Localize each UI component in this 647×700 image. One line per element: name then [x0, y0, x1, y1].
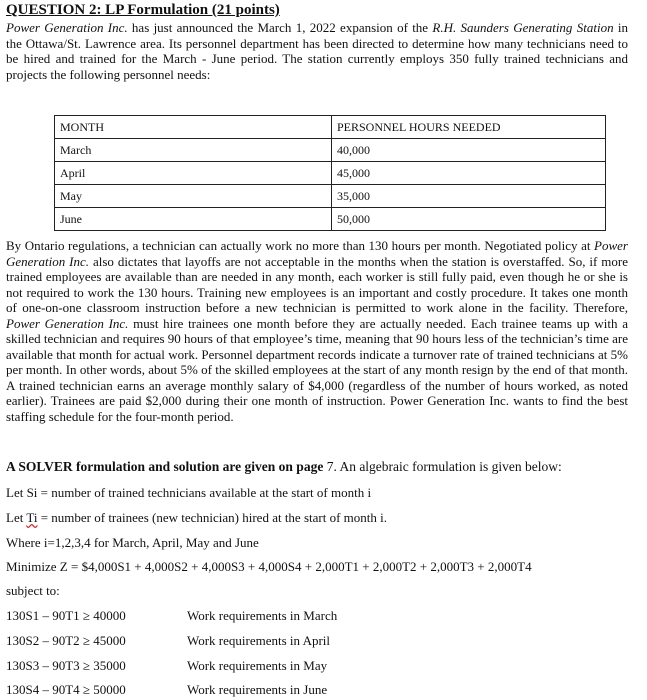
- hours-cell: 35,000: [332, 185, 606, 208]
- constraint-expr: 130S3 – 90T3 ≥ 35000: [6, 658, 126, 673]
- constraint-label: Work requirements in June: [187, 682, 328, 697]
- question-title: QUESTION 2: LP Formulation (21 points): [6, 2, 280, 18]
- table-row: [55, 139, 606, 162]
- t-def-text: = number of trainees (new technician) hired at the start of month i.: [37, 510, 387, 525]
- solver-note-bold: A SOLVER formulation and solution are given on page: [6, 459, 324, 474]
- month-cell: April: [55, 162, 332, 185]
- month-cell: May: [55, 185, 332, 208]
- intro-paragraph: [6, 20, 628, 82]
- month-cell: March: [55, 139, 332, 162]
- constraint-expr: 130S4 – 90T4 ≥ 50000: [6, 682, 126, 697]
- t-variable: Ti: [26, 510, 38, 525]
- company-name: Power Generation Inc.: [6, 315, 129, 331]
- index-definition: Where i=1,2,3,4 for March, April, May and June: [6, 535, 259, 550]
- body-paragraph: [6, 238, 628, 424]
- objective-function: Minimize Z = $4,000S1 + 4,000S2 + 4,000S3 + 4,000S4 + 2,000T1 + 2,000T2 + 2,000T3 + 2,000T4: [6, 559, 532, 574]
- constraint-label: Work requirements in April: [187, 633, 331, 648]
- s-definition: Let Si = number of trained technicians available at the start of month i: [6, 485, 372, 500]
- solver-note-rest: 7. An algebraic formulation is given below:: [323, 459, 562, 474]
- subject-to: subject to:: [6, 583, 60, 598]
- intro-text: has just announced the March 1, 2022 expansion of the: [127, 20, 433, 35]
- body-text: must hire trainees one month before they are actually needed. Each trainee teams up with a skilled technician and requires 90 hours of that employee’s time, meaning that 90 hours less of the technician’s time are available that month for actual work. Personnel department records indicate a turnover rate of trained technicians at 5% per month. In other words, about 5% of the skilled employees at the start of any month resign by the end of that month. A trained technician earns an average monthly salary of $4,000 (regardless of the number of hours worked, as noted earlier). Trainees are paid $2,000 during their one month of instruction. Power Generation Inc. wants to find the best staffing schedule for the four-month period.: [6, 315, 628, 424]
- table-row: [55, 208, 606, 231]
- constraint-label: Work requirements in March: [187, 608, 338, 623]
- company-name: Power Generation Inc.: [6, 238, 628, 269]
- personnel-table: [54, 115, 606, 231]
- company-name: Power Generation Inc.: [6, 20, 128, 35]
- hours-cell: 40,000: [332, 139, 606, 162]
- table-row: [55, 185, 606, 208]
- month-cell: June: [55, 208, 332, 231]
- header-hours: PERSONNEL HOURS NEEDED: [332, 116, 606, 139]
- solver-note: [6, 459, 562, 475]
- t-def-prefix: Let: [6, 510, 27, 525]
- intro-text: in the Ottawa/St. Lawrence area. Its personnel department has been directed to determine how many technicians need to be hired and trained for the March - June period. The station currently employs 350 fully trained technicians and projects the following personnel needs:: [6, 20, 628, 82]
- body-text: also dictates that layoffs are not acceptable in the months when the station is overstaffed. So, if more trained employees are available than are needed in any month, each worker is still fully paid, even though he or she is not required to work the 130 hours. Training new employees is an important and costly procedure. It takes one month of one-on-one classroom instruction before a new technician is permitted to work alone in the facility. Therefore,: [6, 253, 628, 315]
- header-month: MONTH: [55, 116, 332, 139]
- table-header-row: [55, 116, 606, 139]
- constraint-expr: 130S1 – 90T1 ≥ 40000: [6, 608, 126, 623]
- t-definition: [6, 510, 387, 526]
- table-row: [55, 162, 606, 185]
- station-name: R.H. Saunders Generating Station: [432, 20, 614, 35]
- body-text: By Ontario regulations, a technician can actually work no more than 130 hours per month. Negotiated policy at: [6, 238, 595, 253]
- hours-cell: 45,000: [332, 162, 606, 185]
- hours-cell: 50,000: [332, 208, 606, 231]
- constraint-expr: 130S2 – 90T2 ≥ 45000: [6, 633, 126, 648]
- constraint-label: Work requirements in May: [187, 658, 328, 673]
